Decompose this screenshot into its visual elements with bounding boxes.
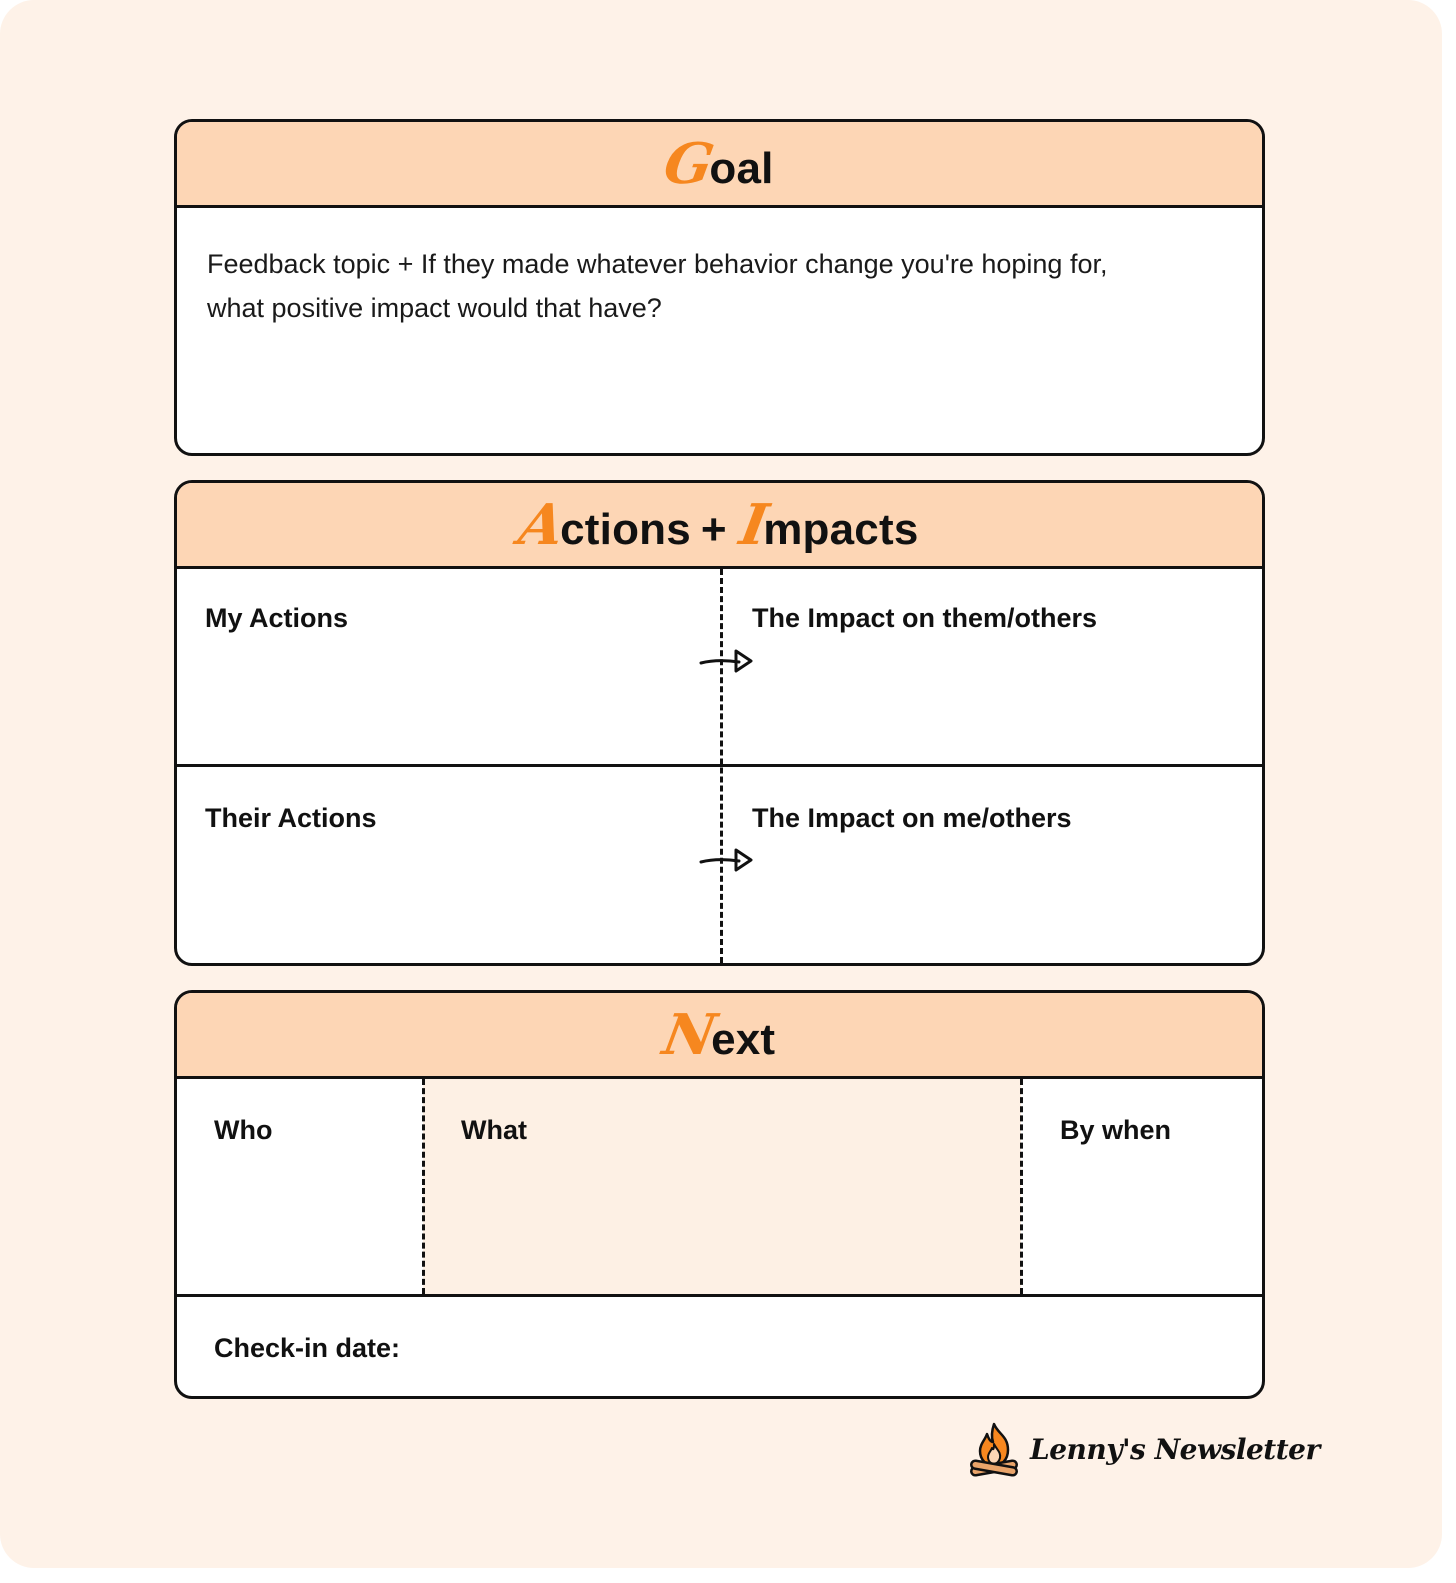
next-card — [174, 990, 1265, 1399]
brand-logo — [968, 1420, 1320, 1478]
goal-card — [174, 119, 1265, 456]
by-when-label[interactable]: By when — [1060, 1115, 1172, 1145]
actions-impacts-title — [514, 491, 919, 558]
checkin-date-label: Check-in date: — [214, 1333, 401, 1363]
actions-impacts-divider — [720, 569, 723, 963]
impacts-title-rest: mpacts — [763, 504, 919, 554]
who-label[interactable]: Who — [214, 1115, 273, 1145]
actions-title-plus: + — [700, 504, 727, 554]
impact-on-them-label: The Impact on them/others — [752, 603, 1098, 633]
goal-title — [659, 130, 774, 197]
actions-title-initial: A — [514, 491, 570, 558]
their-actions-label: Their Actions — [205, 803, 377, 833]
actions-impacts-header — [177, 483, 1262, 569]
impacts-title-initial: I — [735, 491, 774, 558]
what-label[interactable]: What — [461, 1115, 527, 1145]
arrow-right-icon — [699, 846, 755, 874]
goal-header — [177, 122, 1262, 208]
who-what-divider — [422, 1079, 425, 1294]
next-title — [657, 1001, 776, 1068]
my-actions-label: My Actions — [205, 603, 349, 633]
next-steps-grid — [177, 1079, 1262, 1297]
campfire-icon — [968, 1420, 1020, 1478]
next-header — [177, 993, 1262, 1079]
goal-prompt-line-1: Feedback topic + If they made whatever behavior change you're hoping for, — [207, 249, 1108, 279]
brand-name: Lenny's Newsletter — [1030, 1432, 1320, 1466]
next-title-rest: ext — [711, 1014, 776, 1064]
checkin-row[interactable] — [177, 1297, 1262, 1397]
actions-title-rest: ctions — [560, 504, 691, 554]
next-title-initial: N — [657, 1001, 721, 1068]
goal-title-initial: G — [659, 130, 720, 197]
what-column-background — [423, 1079, 1021, 1294]
arrow-right-icon — [699, 647, 755, 675]
impact-on-me-label: The Impact on me/others — [752, 803, 1072, 833]
what-bywhen-divider — [1020, 1079, 1023, 1294]
goal-prompt-line-2: what positive impact would that have? — [207, 293, 662, 323]
actions-impacts-card — [174, 480, 1265, 966]
goal-title-rest: oal — [709, 143, 774, 193]
goal-body[interactable] — [177, 208, 1262, 330]
